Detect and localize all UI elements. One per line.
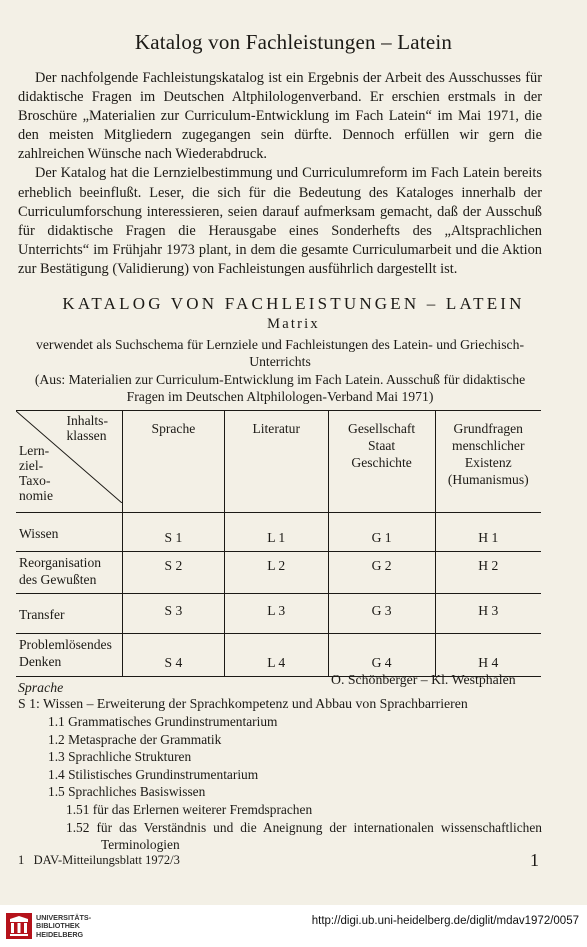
intro-paragraph: Der Katalog hat die Lernzielbestimmung und Curriculumreform im Fach Latein bereits erheblich beeinflußt. Leser, die sich für die Bedeutung des Kataloges innerhalb der Curriculumforschung interessieren, seien darauf aufmerksam gemacht, daß der Ausschuß für didaktische Fragen die Herausgabe eines Sonderhefts des „Altsprachlichen Unterrichts“ im Frühjahr 1973 plant, in dem die gesamte Curriculumarbeit und die Aktion zur Bestätigung (Validierung) von Fachleistungen ausführlich dargestellt ist. xyxy=(18,165,542,277)
corner-label-taxonomy: Lern- ziel- Taxo- nomie xyxy=(19,443,53,503)
list-item: 1.2 Metasprache der Grammatik xyxy=(48,731,222,747)
section-title: KATALOG VON FACHLEISTUNGEN – LATEIN xyxy=(62,294,525,313)
matrix-cell: G 3 xyxy=(328,594,435,634)
list-item: 1.1 Grammatisches Grundinstrumentarium xyxy=(48,714,278,729)
matrix-cell: H 1 xyxy=(435,513,541,552)
objective-list xyxy=(48,713,542,854)
s1-heading: S 1: Wissen – Erweiterung der Sprachkompetenz und Abbau von Sprachbarrieren xyxy=(18,696,468,711)
matrix-header-row xyxy=(16,411,541,513)
row-label: Wissen xyxy=(16,513,123,552)
page-number: 1 xyxy=(530,850,539,870)
corner-label-content-classes: Inhalts- klassen xyxy=(66,413,108,443)
section-subtitle: Matrix xyxy=(267,316,320,332)
matrix-cell: S 4 xyxy=(123,634,225,677)
section-description xyxy=(18,336,542,405)
page-title: Katalog von Fachleistungen – Latein xyxy=(134,30,453,54)
matrix-cell: L 2 xyxy=(224,552,328,594)
list-item: 1.52 für das Verständnis und die Aneignung der internationalen wissenschaftlichen Terminologien xyxy=(66,819,542,853)
matrix-cell: H 4 xyxy=(435,634,541,677)
matrix-cell: L 3 xyxy=(224,594,328,634)
section-label-sprache: Sprache xyxy=(18,680,64,695)
matrix-cell: L 4 xyxy=(224,634,328,677)
matrix-cell: G 4 xyxy=(328,634,435,677)
column-header-sprache: Sprache xyxy=(123,411,225,513)
matrix-row-reorganisation xyxy=(16,552,541,594)
intro-text xyxy=(18,69,542,279)
matrix-cell: L 1 xyxy=(224,513,328,552)
matrix-cell: S 2 xyxy=(123,552,225,594)
row-label: Problemlösendes Denken xyxy=(16,634,123,677)
matrix-cell: G 1 xyxy=(328,513,435,552)
matrix-cell: G 2 xyxy=(328,552,435,594)
section-source-note: (Aus: Materialien zur Curriculum-Entwicklung im Fach Latein. Ausschuß für didaktische Fragen im Deutschen Altphilologen-Verband Mai 1971) xyxy=(34,371,526,404)
list-item: 1.5 Sprachliches Basiswissen xyxy=(48,784,206,800)
matrix-corner-cell xyxy=(16,411,123,513)
list-item: 1.4 Stilistisches Grundinstrumentarium xyxy=(48,766,259,782)
matrix-row-wissen xyxy=(16,513,541,552)
section-description-line: verwendet als Suchschema für Lernziele und Fachleistungen des Latein- und Griechisch-Unterrichts xyxy=(35,337,524,370)
matrix-table xyxy=(16,410,541,677)
matrix-row-problemloesen xyxy=(16,634,541,677)
matrix-cell: S 1 xyxy=(123,513,225,552)
matrix-row-transfer xyxy=(16,594,541,634)
library-name: UNIVERSITÄTS- BIBLIOTHEK HEIDELBERG xyxy=(36,913,92,939)
list-item: 1.51 für das Erlernen weiterer Fremdsprachen xyxy=(66,801,313,817)
column-header-grundfragen: Grundfragen menschlicher Existenz (Humanismus) xyxy=(435,411,541,513)
intro-paragraph: Der nachfolgende Fachleistungskatalog ist ein Ergebnis der Arbeit des Ausschusses für didaktische Fragen im Deutschen Altphilologenverband. Er erschien erstmals in der Broschüre „Materialien zur Curriculum-Entwicklung im Fach Latein“ im Mai 1971, die den meisten Mitgliedern zugegangen sein dürfte. Dennoch erfüllen wir gern die zahlreichen Wünsche nach Wiederabdruck. xyxy=(18,70,542,163)
library-footer-bar xyxy=(0,905,587,947)
column-header-literatur: Literatur xyxy=(224,411,328,513)
signature: O. Schönberger – Kl. Westphalen xyxy=(331,672,516,687)
matrix-cell: H 3 xyxy=(435,594,541,634)
university-library-logo-icon xyxy=(6,913,32,939)
matrix-cell: H 2 xyxy=(435,552,541,594)
footer-journal: 1 DAV-Mitteilungsblatt 1972/3 xyxy=(18,853,180,867)
row-label: Reorganisation des Gewußten xyxy=(16,552,123,594)
source-url[interactable]: http://digi.ub.uni-heidelberg.de/diglit/mdav1972/0057 xyxy=(311,915,579,927)
list-item: 1.3 Sprachliche Strukturen xyxy=(48,749,192,765)
row-label: Transfer xyxy=(16,594,123,634)
matrix-cell: S 3 xyxy=(123,594,225,634)
column-header-gesellschaft: Gesellschaft Staat Geschichte xyxy=(328,411,435,513)
